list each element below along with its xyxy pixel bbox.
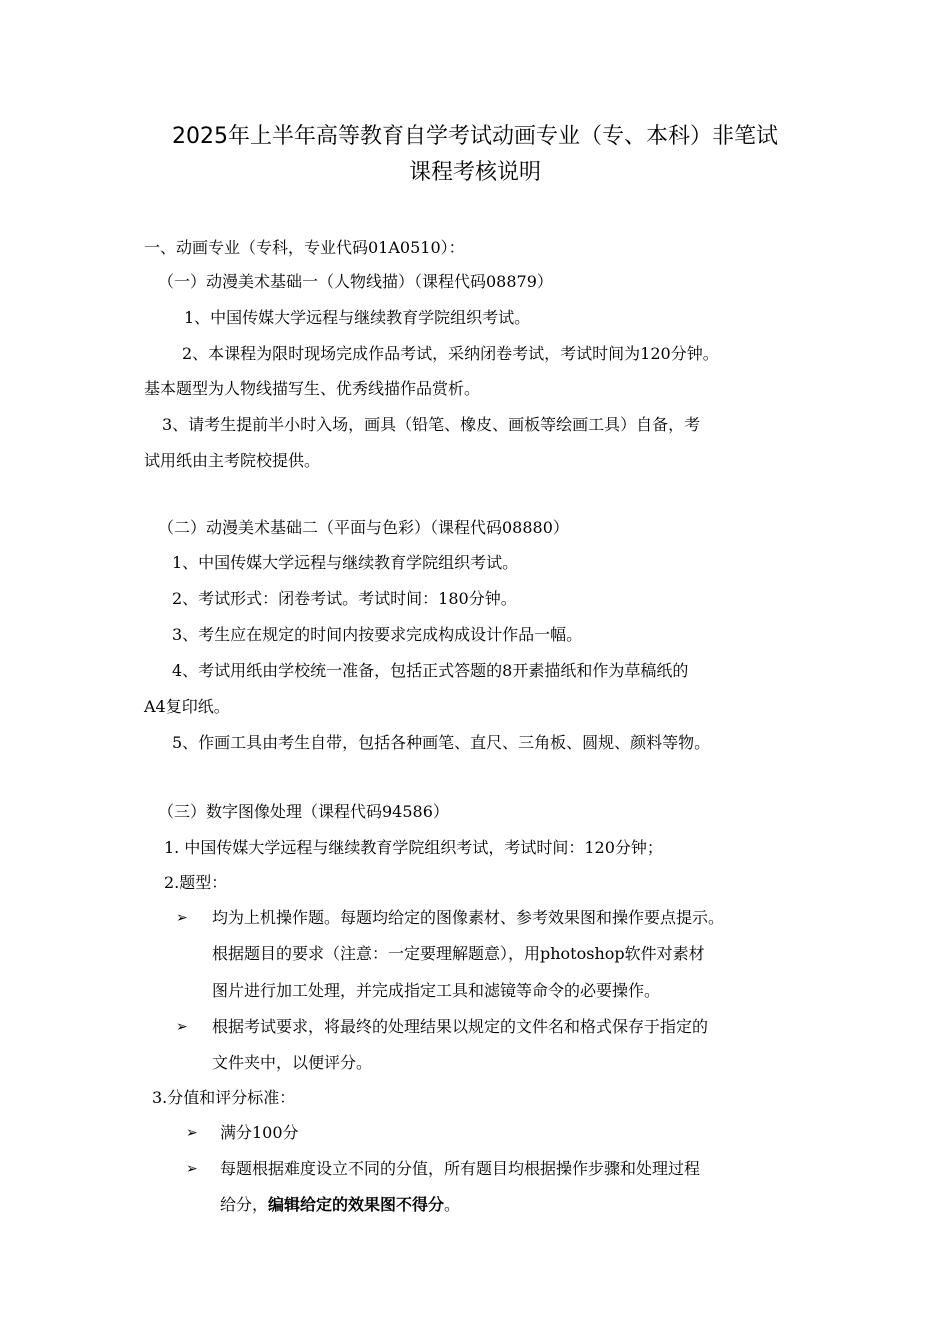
course3-bullet1-line3: 图片进行加工处理，并完成指定工具和滤镜等命令的必要操作。 [212,981,661,1000]
arrow-bullet-icon: ➢ [186,1125,198,1141]
course3-item3: 3.分值和评分标准： [152,1088,296,1107]
course1-item3-line2: 试用纸由主考院校提供。 [144,451,321,470]
course2-heading: （二）动漫美术基础二（平面与色彩）（课程代码08880） [158,518,569,537]
course3-item1: 1. 中国传媒大学远程与继续教育学院组织考试，考试时间：120分钟； [164,838,663,857]
arrow-bullet-icon: ➢ [186,1161,198,1177]
course3-bullet1-line2: 根据题目的要求（注意：一定要理解题意），用photoshop软件对素材 [212,944,705,963]
course1-heading: （一）动漫美术基础一（人物线描）（课程代码08879） [158,272,553,291]
document-title-line1: 2025年上半年高等教育自学考试动画专业（专、本科）非笔试 [172,124,778,149]
bullet4-bold-text: 编辑给定的效果图不得分 [268,1195,445,1214]
course1-item2-line2: 基本题型为人物线描写生、优秀线描作品赏析。 [144,379,481,398]
course2-item4-line1: 4、考试用纸由学校统一准备，包括正式答题的8开素描纸和作为草稿纸的 [172,661,689,680]
course2-item2: 2、考试形式：闭卷考试。考试时间：180分钟。 [172,589,517,608]
arrow-bullet-icon: ➢ [176,1019,188,1035]
course2-item5: 5、作画工具由考生自带，包括各种画笔、直尺、三角板、圆规、颜料等物。 [172,733,711,752]
course3-bullet4-line1: 每题根据难度设立不同的分值，所有题目均根据操作步骤和处理过程 [220,1159,701,1178]
course3-bullet4-line2 [220,1193,460,1217]
course2-item4-line2: A4复印纸。 [144,697,230,716]
course1-item3-line1: 3、请考生提前半小时入场，画具（铅笔、橡皮、画板等绘画工具）自备，考 [162,415,701,434]
course3-item2: 2.题型： [164,873,228,892]
course3-heading: （三）数字图像处理（课程代码94586） [158,802,449,821]
document-title-line2: 课程考核说明 [408,160,541,185]
course1-item1: 1、中国传媒大学远程与继续教育学院组织考试。 [184,308,531,327]
arrow-bullet-icon: ➢ [176,910,188,926]
course3-bullet3: 满分100分 [220,1123,299,1142]
section1-heading: 一、动画专业（专科，专业代码01A0510）： [144,238,465,257]
course3-bullet2-line1: 根据考试要求，将最终的处理结果以规定的文件名和格式保存于指定的 [212,1017,709,1036]
bullet4-plain-text: 给分， [220,1195,269,1214]
course1-item2-line1: 2、本课程为限时现场完成作品考试，采纳闭卷考试，考试时间为120分钟。 [182,344,719,363]
course2-item1: 1、中国传媒大学远程与继续教育学院组织考试。 [172,553,519,572]
course3-bullet2-line2: 文件夹中，以便评分。 [212,1053,373,1072]
course2-item3: 3、考生应在规定的时间内按要求完成构成设计作品一幅。 [172,625,583,644]
bullet4-end-punct: 。 [444,1195,461,1214]
course3-bullet1-line1: 均为上机操作题。每题均给定的图像素材、参考效果图和操作要点提示。 [212,908,725,927]
